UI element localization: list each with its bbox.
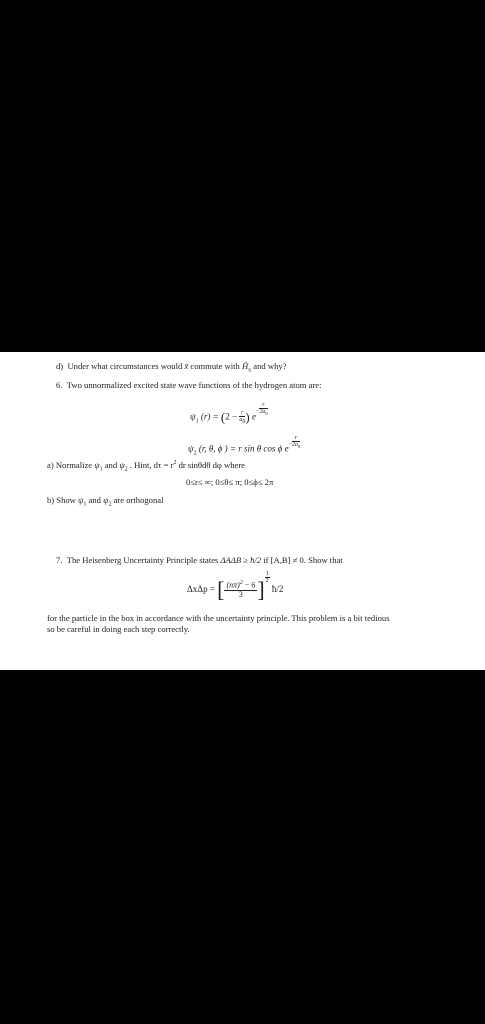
part-b: b) Show $\psi_1$ and $\psi_2$ are orthogonal xyxy=(47,495,164,508)
uncertainty-exponent: $\frac{1}{2}$ xyxy=(265,571,269,585)
question-7-instructions-line-2: so be careful in doing each step correctly. xyxy=(47,624,190,634)
uncertainty-equation: ΔxΔp = [ $\frac{(n\pi)^2 - 6}{3}$ ] $\frac{1}{2}$ ħ/2 xyxy=(187,571,284,602)
document-page xyxy=(0,352,485,670)
psi2-exponent: − $\frac{r}{2a_0}$ xyxy=(288,435,301,450)
question-6: 6. Two unnormalized excited state wave functions of the hydrogen atom are: xyxy=(56,380,322,390)
question-7-instructions-line-1: for the particle in the box in accordance with the uncertainty principle. This problem is a bit tedious xyxy=(47,613,390,623)
integration-limits: 0≤r≤ ∞; 0≤θ≤ π; 0≤ϕ≤ 2π xyxy=(186,477,274,487)
question-d: d) Under what circumstances would x̂ commute with $Ĥ_x$ and why? xyxy=(56,361,287,374)
psi2-equation: $\psi_2$ (r, θ, ϕ ) = r sin θ cos ϕ e− $\frac{r}{2a_0}$ xyxy=(188,435,301,457)
psi1-equation: $\psi_1$ (r) = (2 − $\frac{r}{a0}$ ) e− $\frac{r}{2a_0}$ xyxy=(190,402,268,426)
psi1-fraction: $\frac{r}{a0}$ xyxy=(239,409,246,426)
uncertainty-fraction: $\frac{(n\pi)^2 - 6}{3}$ xyxy=(226,580,256,600)
part-a: a) Normalize $\psi_1$ and $\psi_2$ . Hint, $d\tau = r^2$ dr sinθdθ dφ where xyxy=(47,460,245,473)
psi1-exponent: − $\frac{r}{2a_0}$ xyxy=(255,402,268,417)
question-7: 7. The Heisenberg Uncertainty Principle states ΔAΔB ≥ ħ/2 if [A,B] ≠ 0. Show that xyxy=(56,555,343,565)
